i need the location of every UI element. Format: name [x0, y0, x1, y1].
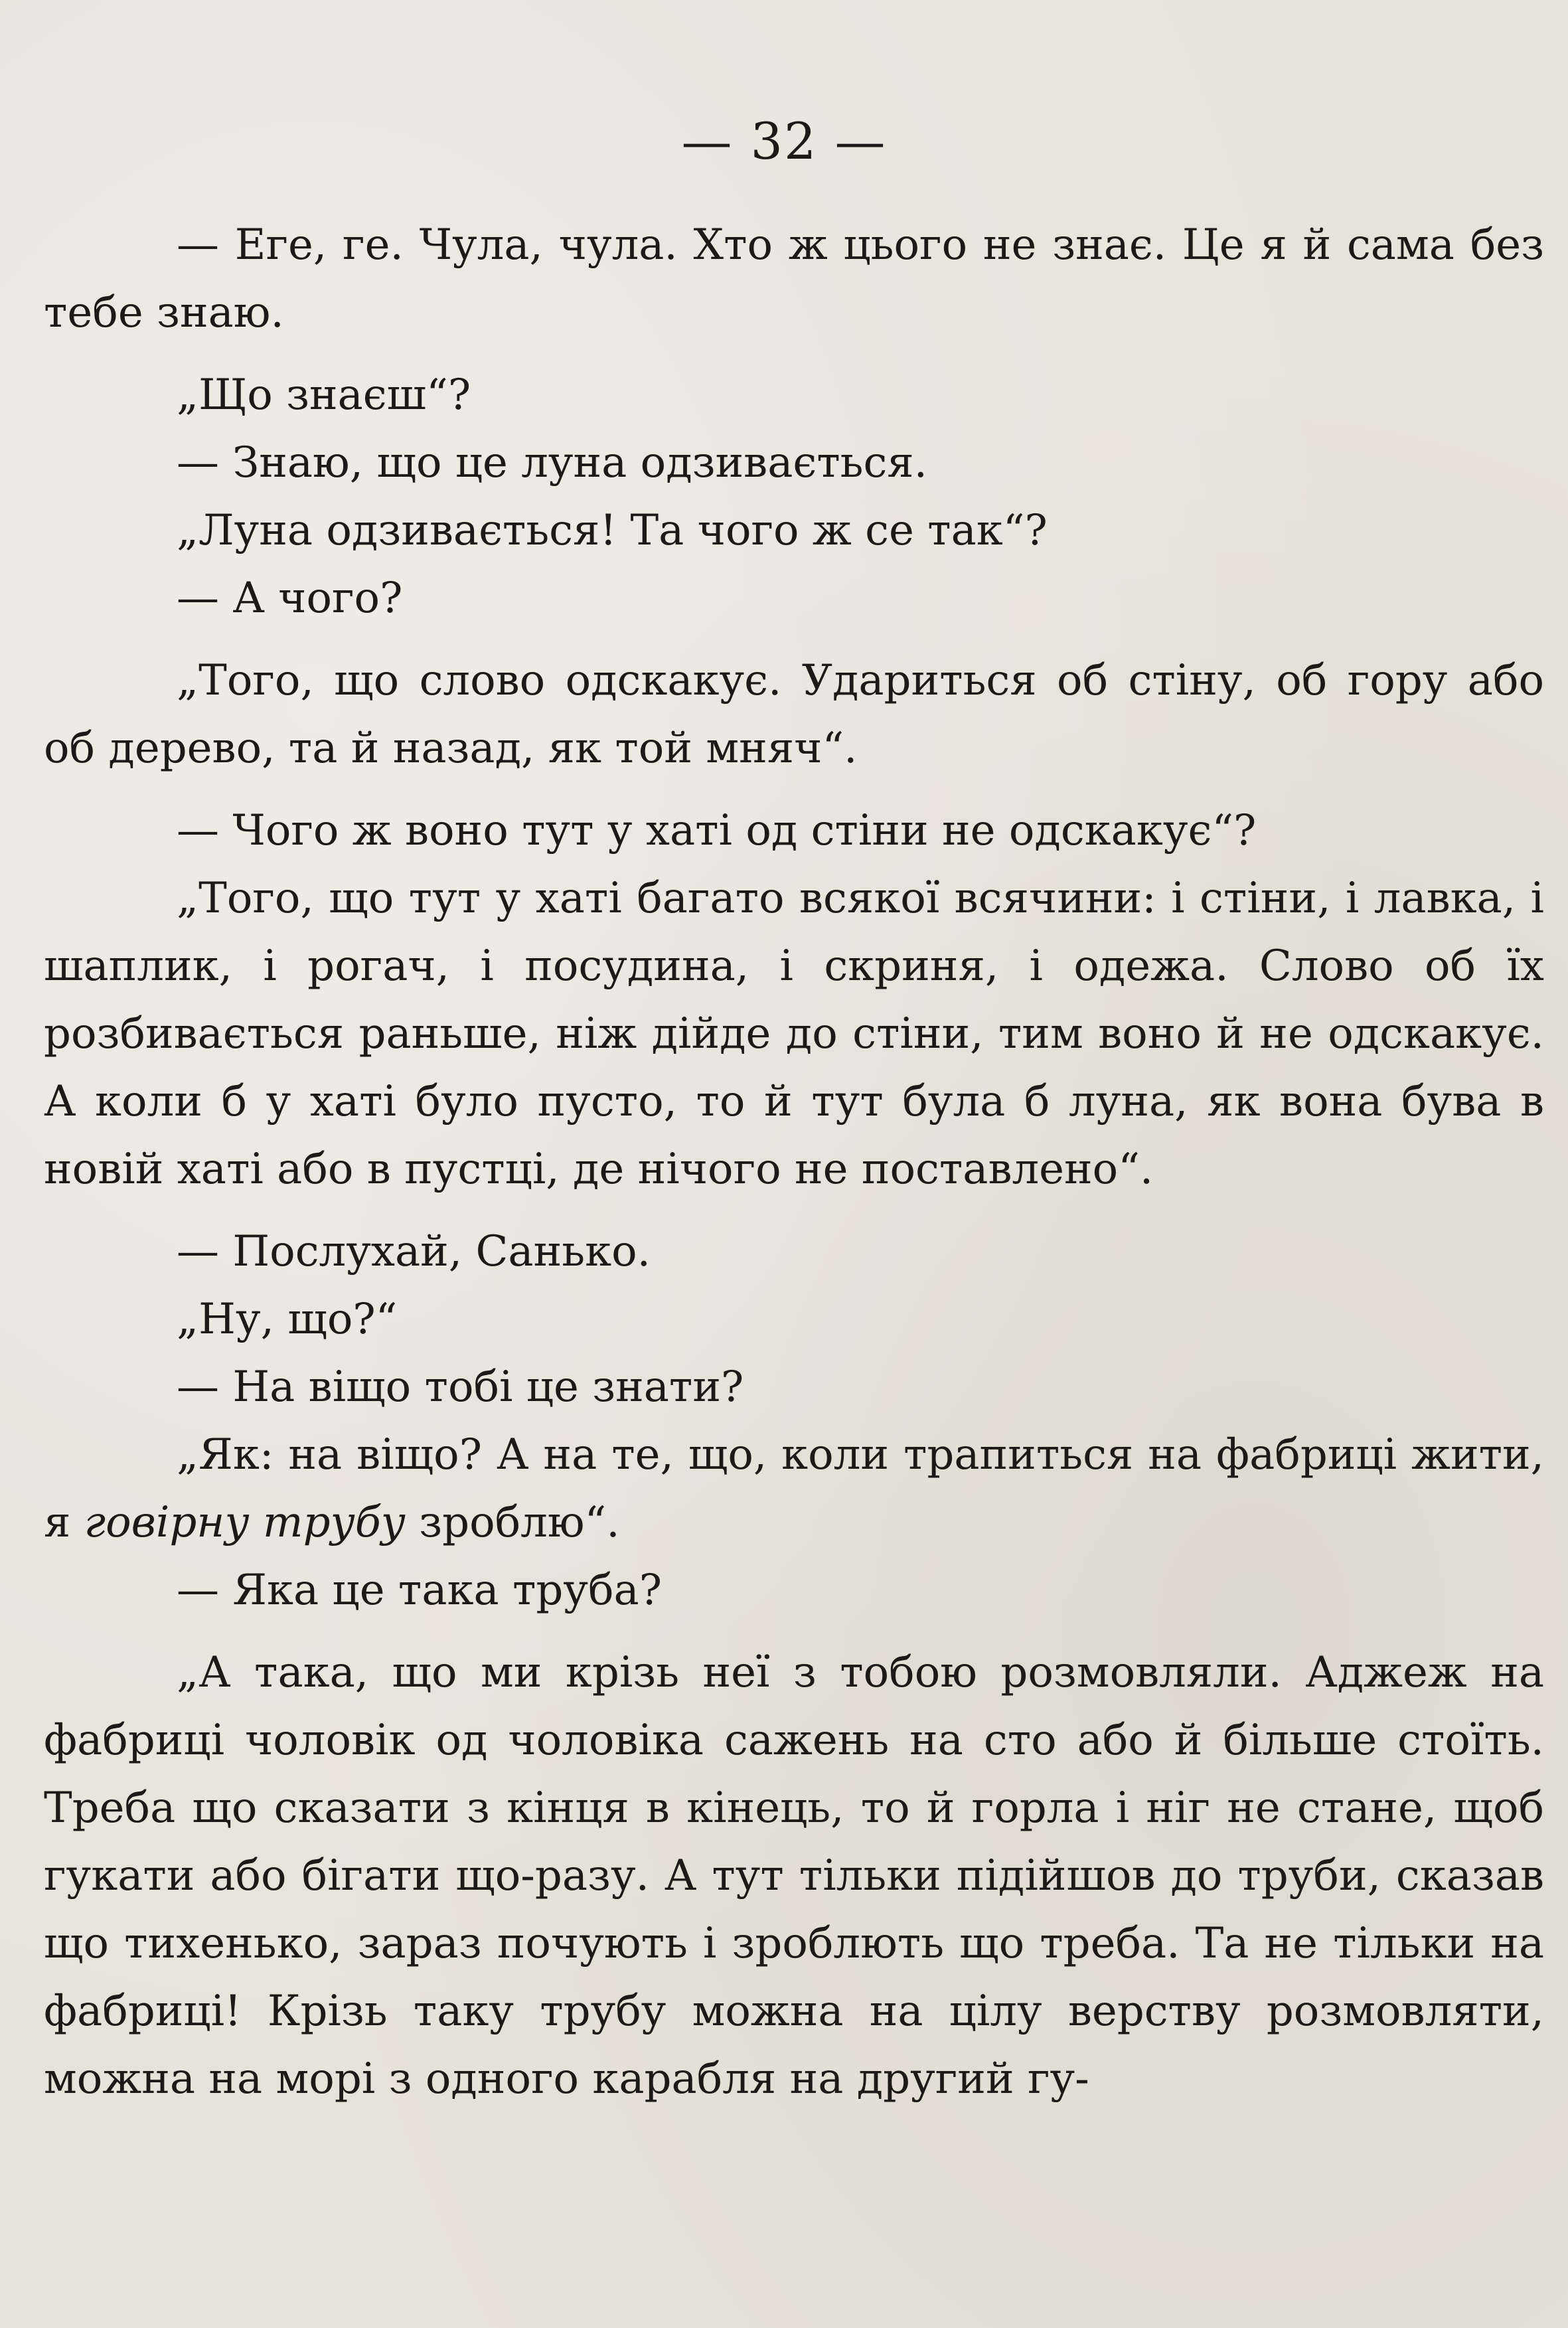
paragraph: „Того, що слово одскакує. Удариться об стіну, об гору або об дерево, та й назад, як той мняч“. [44, 656, 1544, 773]
paragraph: — А чого? [177, 574, 403, 623]
paragraph: — Еге, ге. Чула, чула. Хто ж цього не знає. Це я й сама без тебе знаю. [44, 220, 1544, 337]
paragraph: — Знаю, що це луна одзивається. [177, 438, 927, 487]
paragraph: „Що знаєш“? [177, 371, 471, 420]
body-text [44, 211, 1544, 2113]
paragraph-trumpet [44, 1421, 1544, 1556]
paragraph: — Послухай, Санько. [177, 1227, 651, 1276]
trumpet-emphasis: говірну трубу [84, 1498, 406, 1547]
paragraph: „Ну, що?“ [177, 1295, 398, 1344]
paragraph: „А така, що ми крізь неї з тобою розмовляли. Аджеж на фабриці чоловік од чоловіка сажень на сто або й більше стоїть. Треба що сказати з кінця в кінець, то й горла і ніг не стане, щоб гукати або бігати що-разу. А тут тільки підійшов до труби, сказав що тихенько, зараз почують і зроблють що треба. Та не тільки на фабриці! Крізь таку трубу можна на цілу верству розмовляти, можна на морі з одного карабля на другий гу- [44, 1648, 1544, 2104]
trumpet-text-before: „Як: на віщо? А на те, що, коли трапиться на фабриці жити, я [44, 1430, 1544, 1547]
paragraph: „Того, що тут у хаті багато всякої всячини: і стіни, і лавка, і шаплик, і рогач, і посудина, і скриня, і одежа. Слово об їх розбивається раньше, ніж дійде до стіни, тим воно й не одскакує. А коли б у хаті було пусто, то й тут була б луна, як вона бува в новій хаті або в пустці, де нічого не поставлено“. [44, 874, 1544, 1194]
paragraph: — Чого ж воно тут у хаті од стіни не одскакує“? [177, 806, 1257, 855]
paragraph: „Луна одзивається! Та чого ж се так“? [177, 506, 1048, 555]
paragraph: — Яка це така труба? [177, 1566, 662, 1615]
trumpet-text-after: зроблю“. [405, 1498, 620, 1547]
paragraph: — На віщо тобі це знати? [177, 1363, 744, 1412]
page-number: — 32 — [681, 112, 887, 171]
